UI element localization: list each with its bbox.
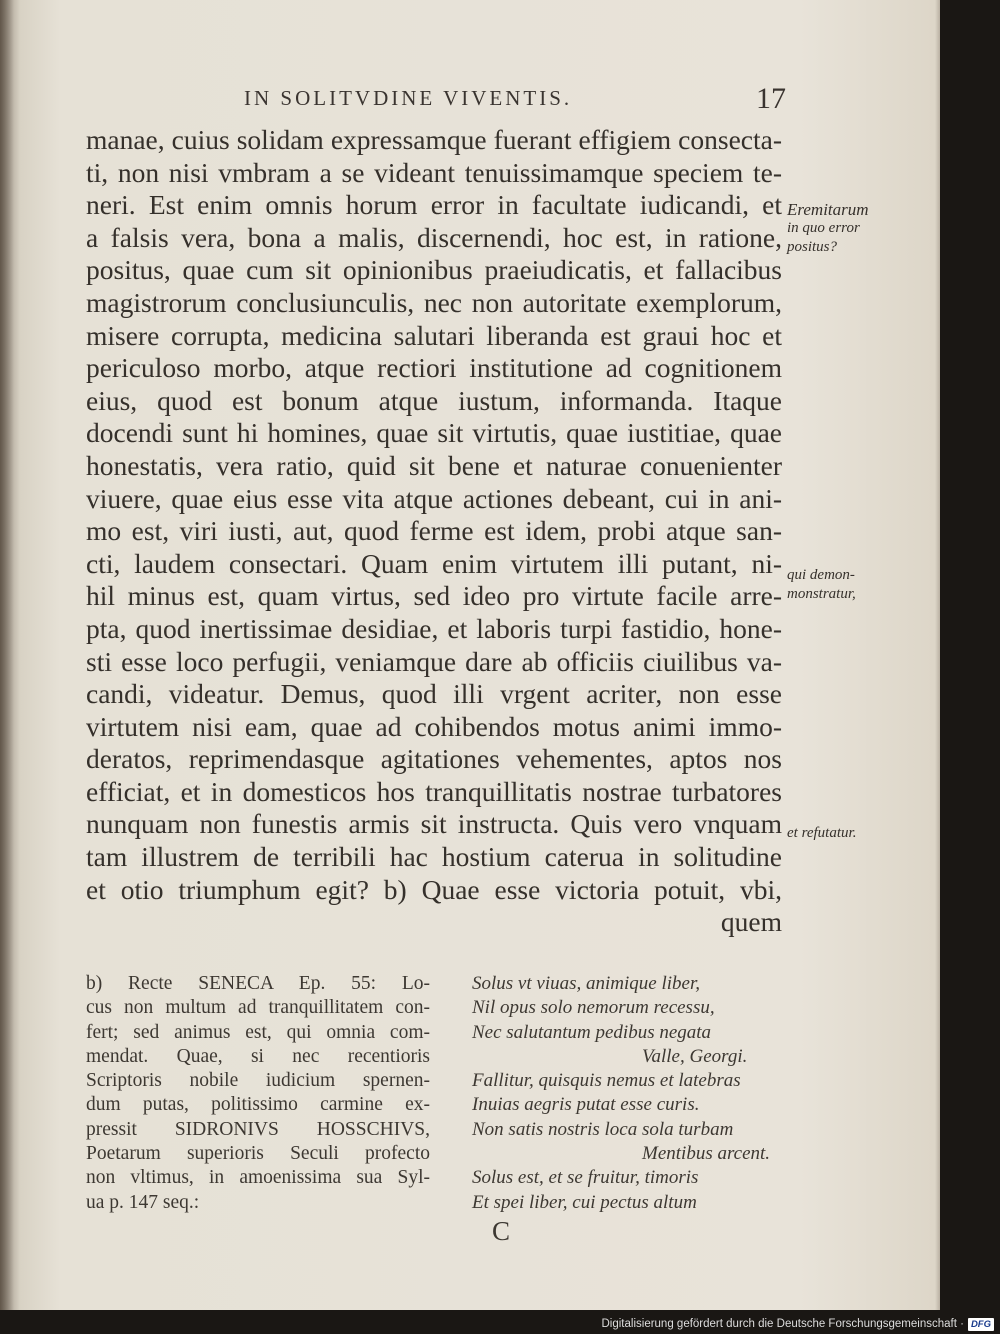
footnote-left-column bbox=[86, 972, 430, 1215]
margin-note-line: et refutatur. bbox=[787, 825, 857, 841]
footnote-line: Poetarum superioris Seculi profecto bbox=[86, 1143, 430, 1165]
footnote-line: Scriptoris nobile iudicium spernen- bbox=[86, 1070, 430, 1092]
text-line: eius, quod est bonum atque iustum, informanda. Itaque bbox=[86, 384, 782, 416]
footnote-line: non vltimus, in amoenissima sua Syl- bbox=[86, 1167, 430, 1189]
footnote-line: b) Recte SENECA Ep. 55: Lo- bbox=[86, 973, 430, 994]
running-head bbox=[86, 82, 786, 116]
signature-mark: C bbox=[492, 1216, 511, 1246]
text-line: honestatis, vera ratio, quid sit bene et naturae conuenienter bbox=[86, 449, 782, 481]
poem-line: Valle, Georgi. bbox=[642, 1045, 748, 1067]
footnote-line: fert; sed animus est, qui omnia com- bbox=[86, 1021, 430, 1043]
text-line: viuere, quae eius esse vita atque actiones debeant, cui in ani- bbox=[86, 482, 782, 514]
footnote-line: mendat. Quae, si nec recentioris bbox=[86, 1045, 430, 1067]
poem-line: Non satis nostris loca sola turbam bbox=[472, 1118, 734, 1140]
margin-note-line: qui demon- bbox=[787, 567, 855, 583]
text-line: a falsis vera, bona a malis, discernendi, hoc est, in ratione, bbox=[86, 221, 782, 253]
margin-note-eremitarum bbox=[787, 200, 927, 257]
text-line: neri. Est enim omnis horum error in facultate iudicandi, et bbox=[86, 189, 782, 221]
text-line: ti, non nisi vmbram a se videant tenuissimamque speciem te- bbox=[86, 156, 782, 188]
digitization-footer bbox=[602, 1316, 995, 1332]
text-line: manae, cuius solidam expressamque fuerant effigiem consecta- bbox=[86, 124, 782, 155]
poem-line: Nil opus solo nemorum recessu, bbox=[472, 997, 715, 1019]
text-line: efficiat, et in domesticos hos tranquillitatis nostrae turbatores bbox=[86, 775, 782, 807]
footnote-line: cus non multum ad tranquillitatem con- bbox=[86, 997, 430, 1019]
text-line: positus, quae cum sit opinionibus praeiudicatis, et fallacibus bbox=[86, 254, 782, 286]
poem-line: Solus est, et se fruitur, timoris bbox=[472, 1167, 699, 1189]
margin-note-refutatur bbox=[787, 824, 927, 843]
text-line: sti esse loco perfugii, veniamque dare ab officiis ciuilibus va- bbox=[86, 645, 782, 677]
text-line: candi, videatur. Demus, quod illi vrgent acriter, non esse bbox=[86, 678, 782, 710]
margin-note-line: in quo error bbox=[787, 220, 860, 236]
footnote-poem bbox=[472, 972, 792, 1215]
poem-line: Solus vt viuas, animique liber, bbox=[472, 973, 700, 994]
text-line: deratos, reprimendasque agitationes vehementes, aptos nos bbox=[86, 743, 782, 775]
text-line: nunquam non funestis armis sit instructa. Quis vero vnquam bbox=[86, 808, 782, 840]
poem-line: Fallitur, quisquis nemus et latebras bbox=[472, 1070, 741, 1092]
text-line: magistrorum conclusiunculis, nec non autoritate exemplorum, bbox=[86, 286, 782, 318]
text-line: et otio triumphum egit? b) Quae esse victoria potuit, vbi, bbox=[86, 873, 782, 905]
running-title: IN SOLITVDINE VIVENTIS. bbox=[244, 86, 573, 110]
margin-note-line: positus? bbox=[787, 239, 838, 255]
main-text bbox=[86, 124, 782, 939]
text-line: hil minus est, quam virtus, sed ideo pro virtute facile arre- bbox=[86, 580, 782, 612]
dfg-logo[interactable]: DFG bbox=[968, 1318, 994, 1331]
text-line: mo est, viri iusti, aut, quod ferme est idem, probi atque san- bbox=[86, 515, 782, 547]
footnote-line: pressit SIDRONIVS HOSSCHIVS, bbox=[86, 1118, 430, 1140]
catchword: quem bbox=[720, 906, 782, 938]
poem-line: Inuias aegris putat esse curis. bbox=[472, 1094, 700, 1116]
text-line: cti, laudem consectari. Quam enim virtutem illi putant, ni- bbox=[86, 547, 782, 579]
poem-line: Et spei liber, cui pectus altum bbox=[472, 1191, 697, 1213]
binding-shadow bbox=[0, 0, 14, 1310]
text-line: tam illustrem de terribili hac hostium caterua in solitudine bbox=[86, 841, 782, 873]
margin-note-line: Eremitarum bbox=[787, 200, 869, 219]
text-line: misere corrupta, medicina salutari liberanda est graui hoc et bbox=[86, 319, 782, 351]
margin-note-demonstratur bbox=[787, 566, 927, 604]
text-line: periculoso morbo, atque rectiori institutione ad cognitionem bbox=[86, 352, 782, 384]
text-line: docendi sunt hi homines, quae sit virtutis, quae iustitiae, quae bbox=[86, 417, 782, 449]
margin-note-line: monstratur, bbox=[787, 586, 856, 602]
page-number: 17 bbox=[756, 82, 786, 115]
footnote-line: ua p. 147 seq.: bbox=[86, 1191, 200, 1213]
text-line: pta, quod inertissimae desidiae, et laboris turpi fastidio, hone- bbox=[86, 612, 782, 644]
text-line: virtutem nisi eam, quae ad cohibendos motus animi immo- bbox=[86, 710, 782, 742]
poem-line: Nec salutantum pedibus negata bbox=[472, 1021, 712, 1043]
footnote-line: dum putas, politissimo carmine ex- bbox=[86, 1094, 430, 1116]
poem-line: Mentibus arcent. bbox=[642, 1143, 771, 1165]
funding-credit: Digitalisierung gefördert durch die Deutsche Forschungsgemeinschaft · bbox=[601, 1318, 964, 1330]
